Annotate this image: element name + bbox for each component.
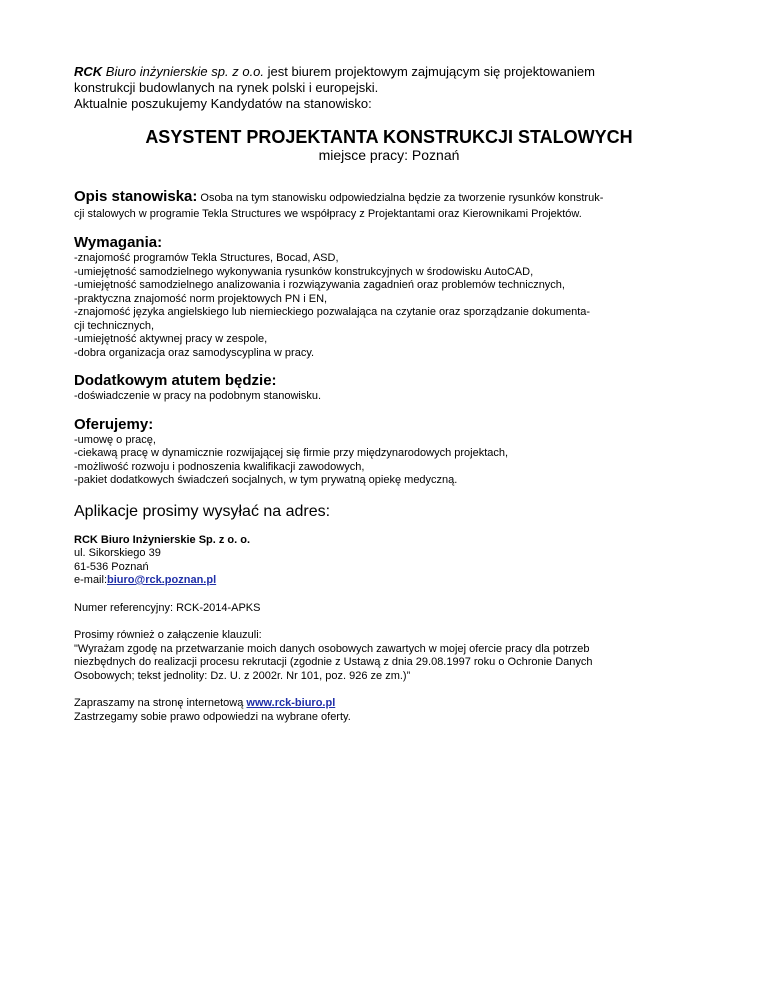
bonus-section — [74, 372, 704, 404]
description-text-2: cji stalowych w programie Tekla Structures we współpracy z Projektantami oraz Kierownikami Projektów. — [74, 208, 582, 220]
description — [74, 189, 704, 222]
intro-line-2: konstrukcji budowlanych na rynek polski i europejski. — [74, 80, 379, 95]
description-text-1: Osoba na tym stanowisku odpowiedzialna będzie za tworzenie rysunków konstruk- — [197, 192, 604, 204]
clause-line-1: Prosimy również o załączenie klauzuli: — [74, 629, 262, 641]
reference-number: Numer referencyjny: RCK-2014-APKS — [74, 601, 261, 614]
requirements-heading: Wymagania: — [74, 234, 163, 251]
list-item: -umowę o pracę, — [74, 433, 156, 446]
job-title: ASYSTENT PROJEKTANTA KONSTRUKCJI STALOWYCH — [145, 127, 633, 147]
list-item: -znajomość języka angielskiego lub niemieckiego pozwalająca na czytanie oraz sporządzanie dokumenta- — [74, 306, 591, 318]
list-item: -doświadczenie w pracy na podobnym stanowisku. — [74, 390, 322, 402]
address-company: RCK Biuro Inżynierskie Sp. z o. o. — [74, 533, 251, 546]
job-posting — [74, 64, 704, 724]
reserve-note: Zastrzegamy sobie prawo odpowiedzi na wybrane oferty. — [74, 710, 351, 723]
company-name: Biuro inżynierskie sp. z o.o. — [102, 64, 265, 79]
bonus-heading: Dodatkowym atutem będzie: — [74, 372, 277, 389]
intro-line-3: Aktualnie poszukujemy Kandydatów na stanowisko: — [74, 96, 372, 111]
requirements-list — [74, 252, 704, 360]
clause-line-3: niezbędnych do realizacji procesu rekrutacji (zgodnie z Ustawą z dnia 29.08.1997 roku o Ochronie Danych — [74, 656, 593, 668]
intro-line-1 — [74, 64, 704, 80]
description-heading: Opis stanowiska: — [74, 188, 198, 205]
email-label: e-mail: — [74, 574, 108, 586]
company-brand: RCK — [74, 64, 103, 79]
list-item: -pakiet dodatkowych świadczeń socjalnych, w tym prywatną opiekę medyczną. — [74, 474, 458, 486]
bonus-list — [74, 390, 704, 404]
clause-line-2: "Wyrażam zgodę na przetwarzanie moich danych osobowych zawartych w mojej ofercie pracy dla potrzeb — [74, 642, 590, 655]
job-location: miejsce pracy: Poznań — [318, 147, 460, 163]
requirements-section — [74, 234, 704, 360]
list-item: -znajomość programów Tekla Structures, Bocad, ASD, — [74, 252, 339, 264]
offer-list — [74, 434, 704, 488]
offer-heading: Oferujemy: — [74, 415, 154, 433]
website-link[interactable]: www.rck-biuro.pl — [246, 697, 336, 709]
list-item: -możliwość rozwoju i podnoszenia kwalifikacji zawodowych, — [74, 460, 365, 473]
clause-line-4: Osobowych; tekst jednolity: Dz. U. z 2002r. Nr 101, poz. 926 ze zm.)” — [74, 669, 411, 682]
list-item: -umiejętność aktywnej pracy w zespole, — [74, 333, 268, 345]
list-item: -umiejętność samodzielnego wykonywania rysunków konstrukcyjnych w środowisku AutoCAD, — [74, 265, 534, 278]
intro — [74, 64, 704, 112]
offer-section — [74, 416, 704, 488]
address-street: ul. Sikorskiego 39 — [74, 547, 161, 559]
list-item: -ciekawą pracę w dynamicznie rozwijającej się firmie przy międzynarodowych projektach, — [74, 447, 509, 459]
email-link[interactable]: biuro@rck.poznan.pl — [107, 574, 217, 586]
website-invite: Zapraszamy na stronę internetową — [74, 697, 247, 709]
list-item: -dobra organizacja oraz samodyscyplina w pracy. — [74, 346, 315, 359]
consent-clause — [74, 629, 704, 683]
list-item: -praktyczna znajomość norm projektowych PN i EN, — [74, 292, 328, 305]
list-item: -umiejętność samodzielnego analizowania i rozwiązywania zagadnień oraz problemów technicznych, — [74, 279, 565, 291]
address-city: 61-536 Poznań — [74, 560, 149, 573]
intro-text: jest biurem projektowym zajmującym się projektowaniem — [264, 64, 595, 79]
apply-heading: Aplikacje prosimy wysyłać na adres: — [74, 502, 331, 520]
contact-address — [74, 534, 704, 588]
list-item: cji technicznych, — [74, 319, 155, 332]
closing — [74, 697, 704, 724]
